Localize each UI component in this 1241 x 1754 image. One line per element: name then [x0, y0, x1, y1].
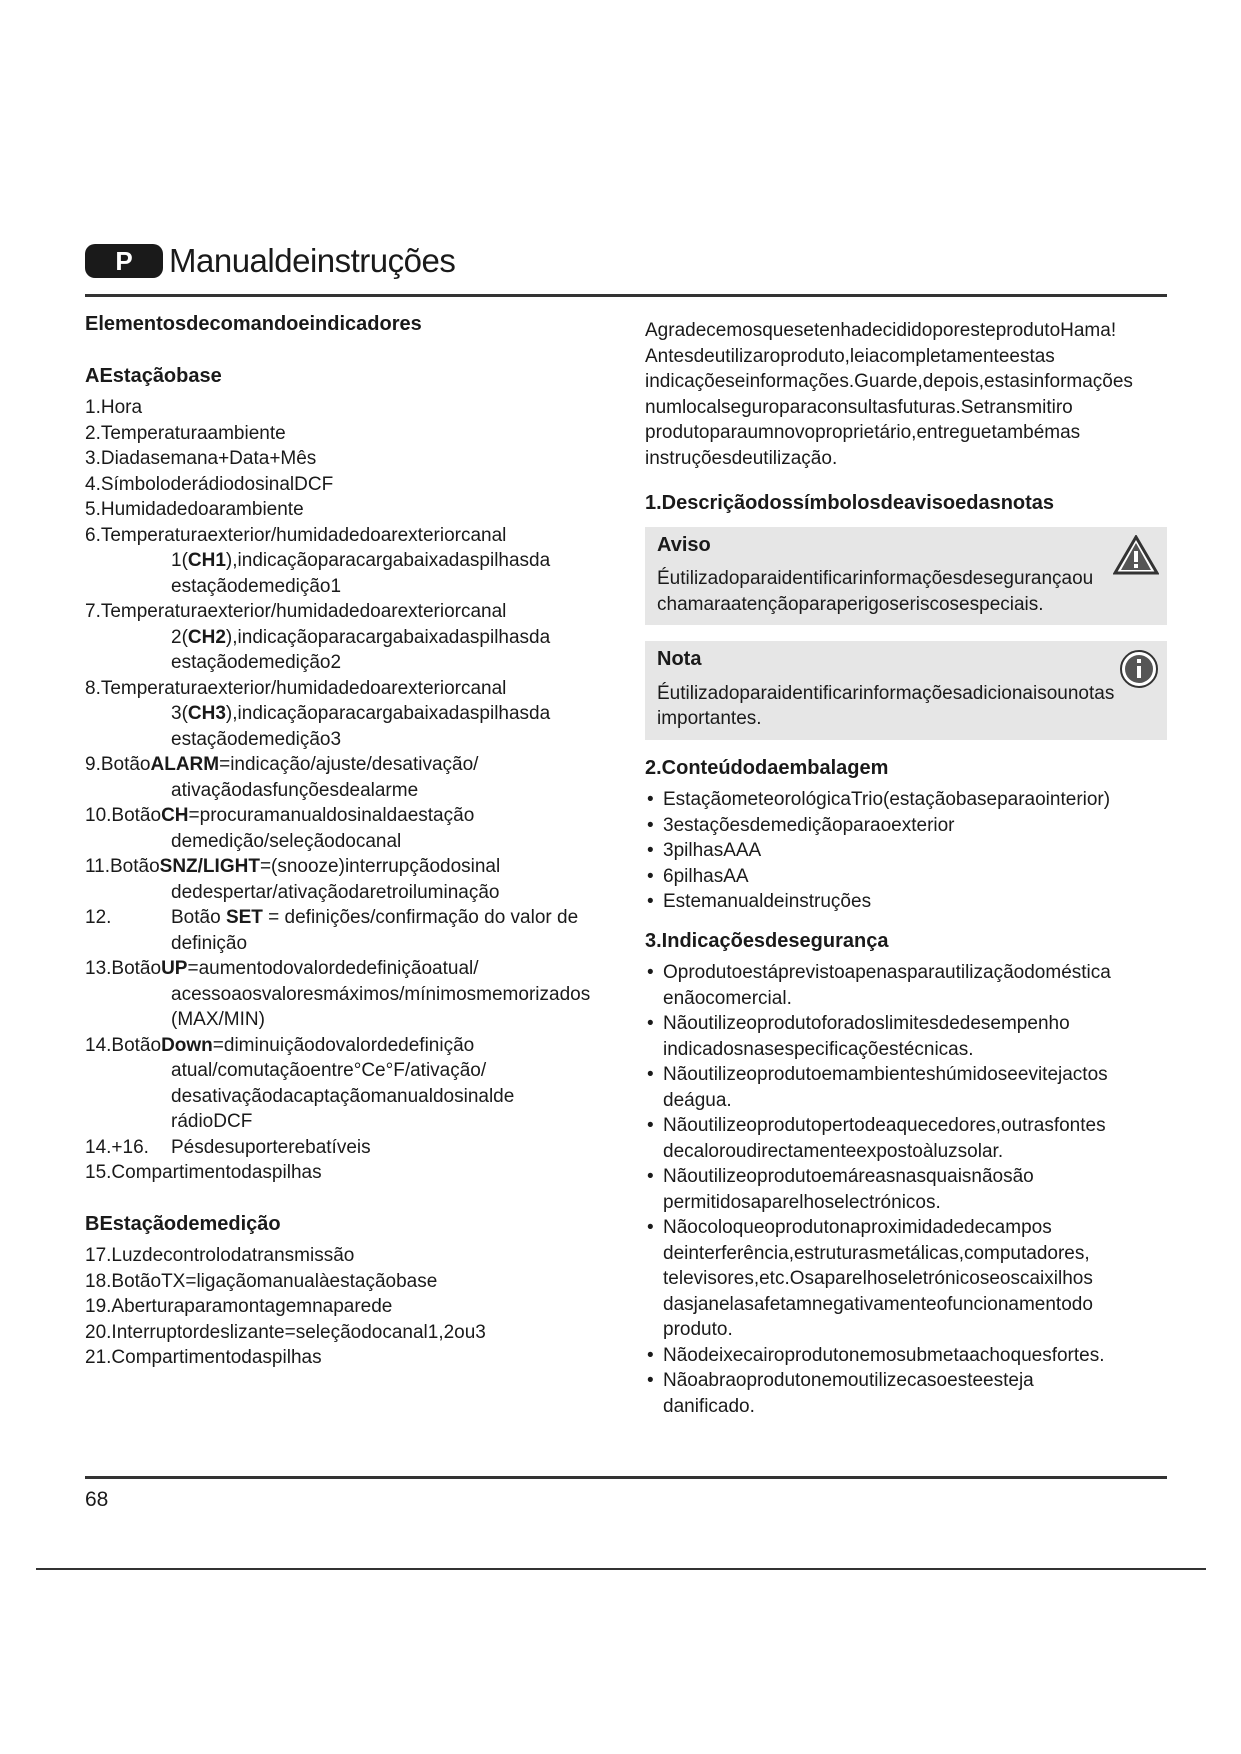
section-b-title: BEstaçãodemedição [85, 1212, 281, 1235]
list-item [645, 1113, 1167, 1164]
intro-line: indicaçõeseinformações.Guarde,depois,estasinformações [645, 371, 1133, 392]
page-title: Manualdeinstruções [169, 242, 456, 279]
bottom-rule [85, 1476, 1167, 1479]
top-rule [85, 294, 1167, 297]
item-text: 10.Botão [85, 805, 162, 826]
page-number: 68 [85, 1488, 109, 1511]
footer-rule [36, 1568, 1206, 1570]
list-item: 21.Compartimentodaspilhas [85, 1347, 322, 1368]
list-item [85, 1160, 605, 1186]
channel-label: CH1 [187, 550, 226, 571]
left-column [85, 312, 605, 1371]
button-name: SET [225, 907, 263, 928]
button-name: Down [161, 1034, 213, 1056]
list-item [85, 752, 605, 803]
list-item [85, 395, 605, 421]
intro-line: instruçõesdeutilização. [645, 447, 838, 469]
language-badge: P [85, 244, 163, 278]
list-item: 20.Interruptordeslizante=seleçãodocanal1,2ou3 [85, 1321, 486, 1343]
list-item [645, 1368, 1167, 1419]
list-item: • EstaçãometeorológicaTrio(estaçãobaseparaointerior) [645, 787, 1167, 813]
item-text: 9.Botão [85, 754, 151, 775]
section-2-title: 2.Conteúdodaembalagem [645, 756, 889, 779]
button-name: CH [161, 805, 189, 826]
list-item [85, 497, 605, 523]
item-continuation: 3(CH3),indicaçãoparacargabaixadaspilhasda [171, 703, 551, 724]
warning-triangle-icon [1113, 535, 1159, 583]
list-item [85, 676, 605, 753]
safety-line: indicadosnasespecificaçõestécnicas. [663, 1038, 974, 1060]
page-header [85, 242, 455, 280]
item-continuation: estaçãodemedição2 [171, 652, 342, 673]
safety-line: produto. [663, 1319, 733, 1340]
note-line: Éutilizadoparaidentificarinformaçõesadicionaisounotas [657, 682, 1115, 704]
intro-line: numlocalseguroparaconsultasfuturas.Setransmitiro [645, 396, 1073, 418]
item-text: 8.Temperaturaexterior/humidadedoarexteriorcanal [85, 677, 507, 699]
item-text: 3.Diadasemana+Data+Mês [85, 448, 317, 469]
right-column [645, 318, 1167, 1419]
controls-heading: Elementosdecomandoeindicadores [85, 313, 422, 335]
item-prefix: Botão [171, 907, 221, 928]
list-item [645, 1343, 1167, 1369]
list-item [645, 1062, 1167, 1113]
item-number: 14.+16. [85, 1136, 149, 1158]
safety-list [645, 960, 1167, 1419]
warning-title: Aviso [657, 533, 711, 556]
button-name: SNZ/LIGHT [159, 856, 260, 877]
list-item [645, 1215, 1167, 1343]
list-item [85, 803, 605, 854]
note-line: importantes. [657, 708, 762, 729]
warning-box [645, 527, 1167, 626]
list-item: 19.Aberturaparamontagemnaparede [85, 1296, 393, 1317]
item-text: 4.SímboloderádiodosinalDCF [85, 473, 334, 495]
channel-label: CH3 [187, 703, 226, 724]
list-item: • Estemanualdeinstruções [645, 889, 1167, 915]
item-text: =procuramanualdosinaldaestação [188, 805, 475, 826]
item-continuation: ativaçãodasfunçõesdealarme [171, 779, 419, 801]
package-contents-list [645, 787, 1167, 915]
list-item: • 6pilhasAA [645, 864, 1167, 890]
section-a-title: AEstaçãobase [85, 364, 222, 387]
safety-line: enãocomercial. [663, 987, 792, 1009]
list-item: • 3estaçõesdemediçãoparaoexterior [645, 813, 1167, 839]
section-b-list [85, 1243, 605, 1371]
item-continuation: acessoaosvaloresmáximos/mínimosmemorizados [171, 983, 591, 1005]
safety-line: • Oprodutoestáprevistoapenasparautilizaçãodoméstica [645, 960, 1167, 986]
safety-line: • Nãodeixecairoprodutonemosubmetaachoquesfortes. [645, 1343, 1167, 1369]
item-text: =(snooze)interrupçãodosinal [259, 856, 501, 877]
item-text: 11.Botão [85, 856, 160, 877]
item-continuation: estaçãodemedição3 [171, 728, 342, 750]
list-item [85, 905, 605, 956]
list-item: 17.Luzdecontrolodatransmissão [85, 1245, 355, 1266]
safety-line: • Nãoutilizeoprodutoemáreasnasquaisnãosão [645, 1164, 1167, 1190]
safety-line: dasjanelasafetamnegativamenteofuncionamentodo [663, 1293, 1093, 1315]
intro-line: produtoparaumnovoproprietário,entreguetambémas [645, 422, 1081, 443]
section-1-title: 1.Descriçãodossímbolosdeavisoedasnotas [645, 492, 1055, 514]
safety-line: • Nãoutilizeoprodutoemambienteshúmidoseevitejactos [645, 1062, 1167, 1088]
safety-line: • Nãoutilizeoprodutoforadoslimitesdedesempenho [645, 1011, 1167, 1037]
item-continuation: 1(CH1),indicaçãoparacargabaixadaspilhasda [171, 550, 551, 571]
list-item [85, 446, 605, 472]
item-text: 15.Compartimentodaspilhas [85, 1162, 322, 1183]
note-box [645, 641, 1167, 740]
button-name: ALARM [150, 754, 220, 775]
item-continuation: desativaçãodacaptaçãomanualdosinalde [171, 1085, 515, 1107]
list-item [85, 599, 605, 676]
item-continuation: (MAX/MIN) [171, 1009, 265, 1030]
list-item [85, 421, 605, 447]
list-item [85, 854, 605, 905]
item-text: 5.Humidadedoarambiente [85, 499, 304, 520]
item-text: 13.Botão [85, 958, 162, 979]
item-text: =diminuiçãodovalordedefinição [212, 1034, 475, 1056]
item-text: 14.Botão [85, 1034, 162, 1056]
list-item [85, 523, 605, 600]
section-a-list [85, 395, 605, 1186]
channel-label: CH2 [187, 626, 226, 648]
safety-line: permitidosaparelhoselectrónicos. [663, 1191, 941, 1213]
button-name: UP [161, 958, 188, 979]
item-text: 7.Temperaturaexterior/humidadedoarexteriorcanal [85, 601, 507, 622]
list-item [645, 1011, 1167, 1062]
item-text: =aumentodovalordedefiniçãoatual/ [187, 958, 479, 979]
intro-line: AgradecemosquesetenhadecididoporesteprodutoHama! [645, 320, 1117, 341]
warning-line: chamaraatençãoparaperigoseriscosespeciais. [657, 593, 1044, 615]
list-item [85, 1135, 605, 1161]
list-item [645, 960, 1167, 1011]
item-text: =indicação/ajuste/desativação/ [219, 754, 479, 775]
item-continuation: 2(CH2),indicaçãoparacargabaixadaspilhasda [171, 626, 551, 648]
list-item: 18.BotãoTX=ligaçãomanualàestaçãobase [85, 1270, 438, 1292]
safety-line: danificado. [663, 1395, 755, 1417]
safety-line: deágua. [663, 1089, 732, 1111]
list-item [85, 472, 605, 498]
item-number: 12. [85, 907, 112, 928]
safety-line: televisores,etc.Osaparelhoseletrónicoseoscaixilhos [663, 1268, 1093, 1289]
item-text: 6.Temperaturaexterior/humidadedoarexteriorcanal [85, 524, 507, 546]
list-item: • 3pilhasAAA [645, 838, 1167, 864]
item-continuation: estaçãodemedição1 [171, 575, 342, 597]
warning-line: Éutilizadoparaidentificarinformaçõesdesegurançaou [657, 568, 1094, 589]
item-continuation: demedição/seleçãodocanal [171, 830, 402, 852]
list-item [85, 1033, 605, 1135]
safety-line: • Nãocoloqueoprodutonaproximidadedecampos [645, 1215, 1167, 1241]
intro-line: Antesdeutilizaroproduto,leiacompletamenteestas [645, 345, 1055, 367]
list-item [85, 956, 605, 1033]
item-continuation: atual/comutaçãoentre°Ce°F/ativação/ [171, 1060, 487, 1081]
list-item [645, 1164, 1167, 1215]
item-text: 2.Temperaturaambiente [85, 422, 286, 444]
safety-line: • Nãoutilizeoprodutopertodeaquecedores,outrasfontes [645, 1113, 1167, 1139]
safety-line: decaloroudirectamenteexpostoàluzsolar. [663, 1140, 1004, 1162]
item-continuation: dedespertar/ativaçãodaretroiluminação [171, 881, 500, 903]
intro-paragraph [645, 318, 1167, 471]
info-circle-icon [1119, 649, 1159, 697]
item-continuation: definição [171, 932, 248, 954]
note-title: Nota [657, 648, 702, 670]
section-3-title: 3.Indicaçõesdesegurança [645, 929, 889, 952]
item-continuation: rádioDCF [171, 1111, 253, 1132]
item-text: Pésdesuporterebatíveis [171, 1136, 371, 1158]
item-text: = definições/confirmação do valor de [262, 907, 579, 928]
item-text: 1.Hora [85, 397, 143, 418]
safety-line: • Nãoabraoprodutonemoutilizecasoesteesteja [645, 1368, 1167, 1394]
safety-line: deinterferência,estruturasmetálicas,computadores, [663, 1242, 1090, 1264]
